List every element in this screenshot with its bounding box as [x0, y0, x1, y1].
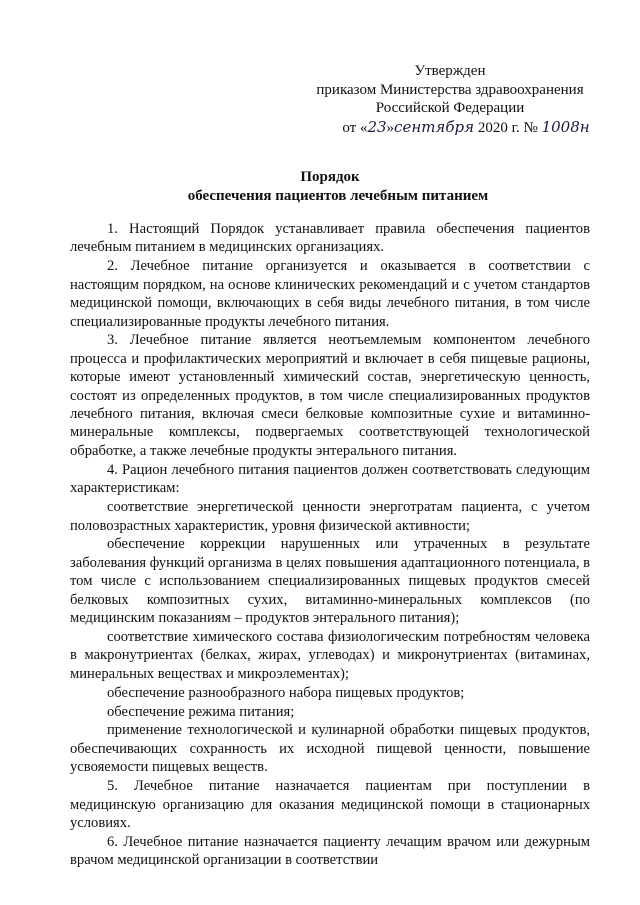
- handwritten-month: сентября: [394, 117, 475, 136]
- handwritten-day: 23: [367, 117, 387, 136]
- approval-line-approved: Утвержден: [414, 63, 486, 79]
- paragraph: соответствие энергетической ценности энерготратам пациента, с учетом половозрастных характеристик, уровня физической активности;: [70, 499, 590, 534]
- handwritten-order-number: 1008н: [541, 117, 590, 136]
- paragraph: обеспечение разнообразного набора пищевых продуктов;: [107, 684, 465, 701]
- document-title: [0, 168, 640, 206]
- date-prefix: от «: [342, 119, 368, 136]
- paragraph: 4. Рацион лечебного питания пациентов должен соответствовать следующим характеристикам:: [70, 461, 590, 497]
- paragraph: соответствие химического состава физиологическим потребностям человека в макронутриентах (белках, жирах, углеводах) и микронутриентах (витаминах, минеральных веществах и микроэлементах);: [70, 628, 590, 682]
- approval-line-federation: Российской Федерации: [375, 100, 525, 116]
- approval-stamp-block: [300, 62, 600, 137]
- paragraph: обеспечение режима питания;: [107, 703, 295, 720]
- paragraph: обеспечение коррекции нарушенных или утраченных в результате заболевания функций организма в целях повышения адаптационного потенциала, в том числе с использованием специализированных пищевых продуктов смесей белковых композитных сухих, витаминно-минеральных комплексов (по медицинским показаниям – продуктов энтерального питания);: [70, 536, 591, 627]
- title-line-procedure: Порядок: [300, 169, 360, 185]
- paragraph: 6. Лечебное питание назначается пациенту лечащим врачом или дежурным врачом медицинской организации в соответствии: [70, 833, 590, 869]
- paragraph: 1. Настоящий Порядок устанавливает правила обеспечения пациентов лечебным питанием в медицинских организациях.: [70, 221, 590, 256]
- date-year-text: 2020 г. №: [474, 119, 542, 136]
- approval-line-order: приказом Министерства здравоохранения: [316, 81, 584, 98]
- title-line-subject: обеспечения пациентов лечебным питанием: [187, 188, 489, 204]
- document-body: [70, 220, 590, 870]
- paragraph: 2. Лечебное питание организуется и оказывается в соответствии с настоящим порядком, на основе клинических рекомендаций и с учетом стандартов медицинской помощи, включающих в себя виды лечебного питания, в том числе специализированные продукты лечебного питания.: [70, 258, 590, 330]
- paragraph: применение технологической и кулинарной обработки пищевых продуктов, обеспечивающих сохранность их исходной пищевой ценности, повышение усвояемости пищевых веществ.: [70, 722, 590, 776]
- paragraph: 3. Лечебное питание является неотъемлемым компонентом лечебного процесса и профилактических мероприятий и включает в себя пищевые рационы, которые имеют установленный химический состав, энергетическую ценность, состоят из определенных продуктов, в том числе специализированных продуктов лечебного питания, включая смеси белковые композитные сухие и витаминно-минеральные комплексы, подвергаемых соответствующей технологической обработке, а также лечебные продукты энтерального питания.: [70, 332, 590, 459]
- date-day-close: »: [386, 119, 395, 136]
- paragraph: 5. Лечебное питание назначается пациентам при поступлении в медицинскую организацию для оказания медицинской помощи в стационарных условиях.: [70, 778, 590, 831]
- approval-date-line: [316, 118, 616, 138]
